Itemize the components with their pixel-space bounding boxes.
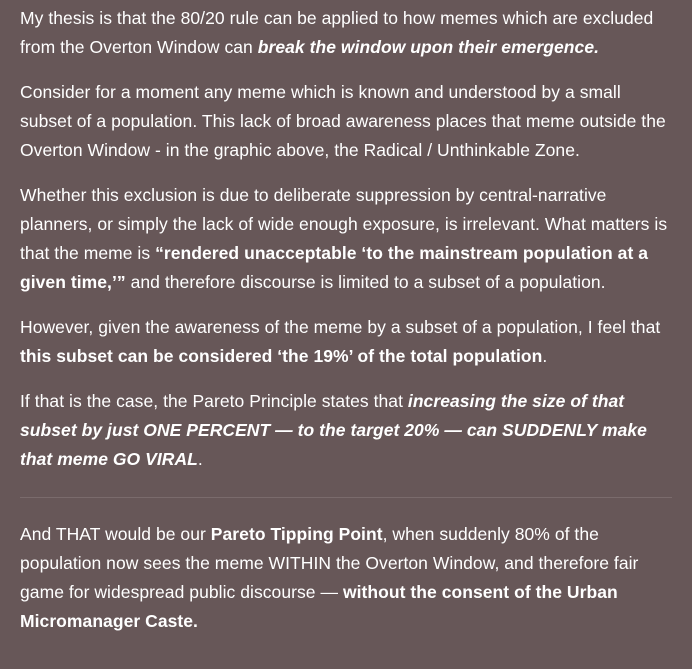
bold-text: without the consent of the Urban Micromanager Caste. — [20, 582, 618, 631]
bold-quote: “rendered unacceptable ‘to the mainstream population at a given time,’” — [20, 243, 649, 292]
paragraph-thesis — [20, 4, 672, 62]
text-run: . — [197, 449, 203, 469]
text-run: , when suddenly 80% of the population now sees the meme WITHIN the Overton Window, and therefore fair game for widespread public discourse — — [20, 524, 639, 602]
paragraph-exclusion — [20, 181, 672, 297]
paragraph-awareness — [20, 313, 672, 371]
paragraph-consider — [20, 78, 672, 165]
bold-text: this subset can be considered ‘the 19%’ of the total population — [20, 346, 543, 366]
section-divider — [20, 497, 672, 498]
bold-text: Pareto Tipping Point — [210, 524, 383, 544]
text-run: . — [542, 346, 548, 366]
paragraph-pareto — [20, 387, 672, 474]
emphasis-text: break the window upon their emergence — [257, 37, 595, 57]
text-run: My thesis is that the 80/20 rule can be applied to how memes which are excluded from the Overton Window can — [20, 8, 654, 57]
text-run: If that is the case, the Pareto Principle states that — [20, 391, 408, 411]
text-run: However, given the awareness of the meme by a subset of a population, I feel that — [20, 317, 661, 337]
text-run: . — [594, 37, 600, 57]
text-run: Consider for a moment any meme which is known and understood by a small subset of a population. This lack of broad awareness places that meme outside the Overton Window - in the graphic above, the Radical / Unthinkable Zone. — [20, 82, 666, 160]
text-run: Whether this exclusion is due to deliberate suppression by central-narrative planners, or simply the lack of wide enough exposure, is irrelevant. What matters is that the meme is — [20, 185, 668, 263]
text-run: and therefore discourse is limited to a subset of a population. — [125, 272, 606, 292]
paragraph-tipping-point — [20, 520, 672, 636]
emphasis-text: increasing the size of that subset by just ONE PERCENT — to the target 20% — can SUDDENLY make that meme GO VIRAL — [20, 391, 647, 469]
text-run: And THAT would be our — [20, 524, 211, 544]
